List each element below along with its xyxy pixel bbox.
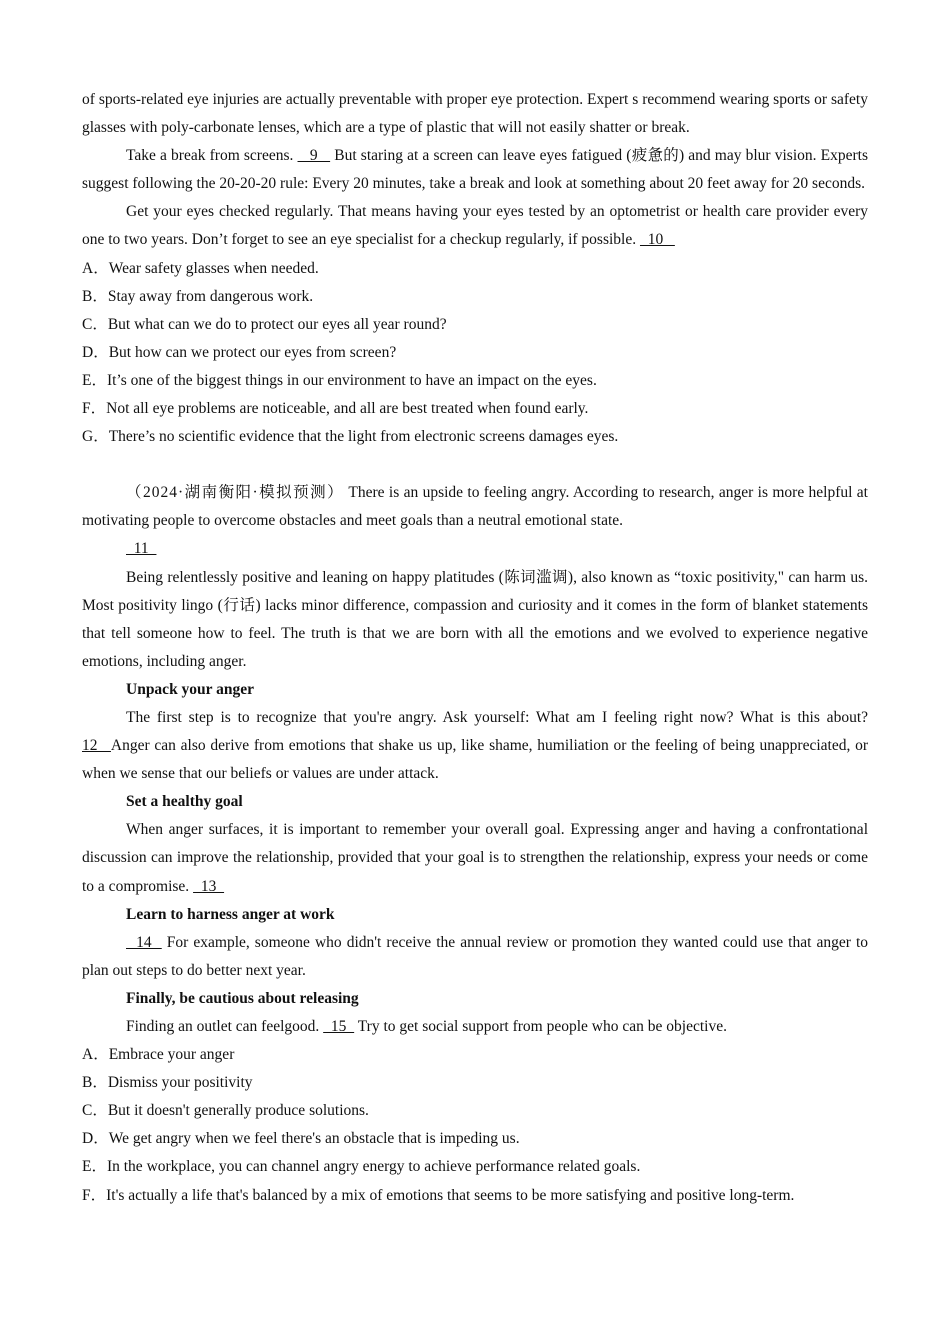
paragraph-release: Finding an outlet can feelgood. 15 Try to get social support from people who can be objective. — [126, 1018, 727, 1035]
option-e: E．In the workplace, you can channel angry energy to achieve performance related goals. — [82, 1158, 641, 1176]
blank-10: 10 — [639, 231, 675, 249]
blank-14: 14 — [126, 933, 162, 951]
options-list-passage1 — [82, 255, 868, 452]
blank-11: 11 — [126, 540, 157, 558]
option-f: F．Not all eye problems are noticeable, and all are best treated when found early. — [82, 400, 589, 418]
option-b: B．Stay away from dangerous work. — [82, 287, 314, 305]
heading-goal: Set a healthy goal — [126, 793, 243, 811]
option-d: D．We get angry when we feel there's an obstacle that is impeding us. — [82, 1130, 520, 1148]
paragraph-eye-protection: of sports-related eye injuries are actually preventable with proper eye protection. Expert s recommend wearing sports or safety glasses with poly-carbonate lenses, which are a type of plastic that will not easily shatter or break. — [82, 91, 868, 137]
section-spacer — [82, 451, 868, 479]
heading-release: Finally, be cautious about releasing — [126, 989, 359, 1007]
heading-work: Learn to harness anger at work — [126, 905, 335, 923]
option-b: B．Dismiss your positivity — [82, 1074, 253, 1092]
paragraph-blank-11 — [82, 535, 868, 563]
paragraph-goal: When anger surfaces, it is important to remember your overall goal. Expressing anger and having a confrontational discussion can improve the relationship, provided that your goal is to strengthen the relationship, express your needs or come to a compromise. 13 — [82, 821, 868, 895]
blank-15: 15 — [323, 1018, 355, 1035]
paragraph-screen-break: Take a break from screens. 9 But staring at a screen can leave eyes fatigued (疲惫的) and may blur vision. Experts suggest following the 20-20-20 rule: Every 20 minutes, take a break and look at something about 20 feet away for 20 seconds. — [82, 147, 868, 193]
paragraph-eye-checkup: Get your eyes checked regularly. That means having your eyes tested by an optometrist or health care provider every one to two years. Don’t forget to see an eye specialist for a checkup regularly, if possible. 10 — [82, 203, 868, 249]
paragraph-work: 14 For example, someone who didn't receive the annual review or promotion they wanted could use that anger to plan out steps to do better next year. — [82, 933, 869, 979]
heading-unpack: Unpack your anger — [126, 680, 255, 698]
option-c: C．But it doesn't generally produce solutions. — [82, 1102, 369, 1120]
blank-13: 13 — [193, 877, 225, 895]
options-list-passage2 — [82, 1041, 868, 1210]
option-f: F．It's actually a life that's balanced by a mix of emotions that seems to be more satisfying and positive long-term. — [82, 1186, 795, 1204]
source-label: （2024·湖南衡阳·模拟预测） — [126, 484, 345, 502]
paragraph-intro: （2024·湖南衡阳·模拟预测） There is an upside to feeling angry. According to research, anger is more helpful at motivating people to overcome obstacles and meet goals than a neutral emotional state. — [82, 484, 868, 530]
paragraph-unpack: The first step is to recognize that you're angry. Ask yourself: What am I feeling right now? What is this about? 12 Anger can also derive from emotions that shake us up, like shame, humiliation or the feeling of being unappreciated, or when we sense that our beliefs or values are under attack. — [82, 708, 868, 783]
option-c: C．But what can we do to protect our eyes all year round? — [82, 315, 447, 333]
paragraph-toxic-positivity: Being relentlessly positive and leaning on happy platitudes (陈词滥调), also known as “toxic positivity," can harm us. Most positivity lingo (行话) lacks minor difference, compassion and curiosity and it comes in the form of blanket statements that tell someone how to feel. The truth is that we are born with all the emotions and we evolved to experience negative emotions, including anger. — [82, 568, 868, 670]
option-d: D．But how can we protect our eyes from screen? — [82, 343, 397, 361]
blank-12: 12 — [82, 737, 111, 755]
option-a: A．Embrace your anger — [82, 1046, 235, 1064]
option-a: A．Wear safety glasses when needed. — [82, 259, 319, 277]
option-e: E．It’s one of the biggest things in our environment to have an impact on the eyes. — [82, 371, 597, 389]
option-g: G．There’s no scientific evidence that the light from electronic screens damages eyes. — [82, 428, 619, 446]
blank-9: 9 — [297, 147, 331, 165]
